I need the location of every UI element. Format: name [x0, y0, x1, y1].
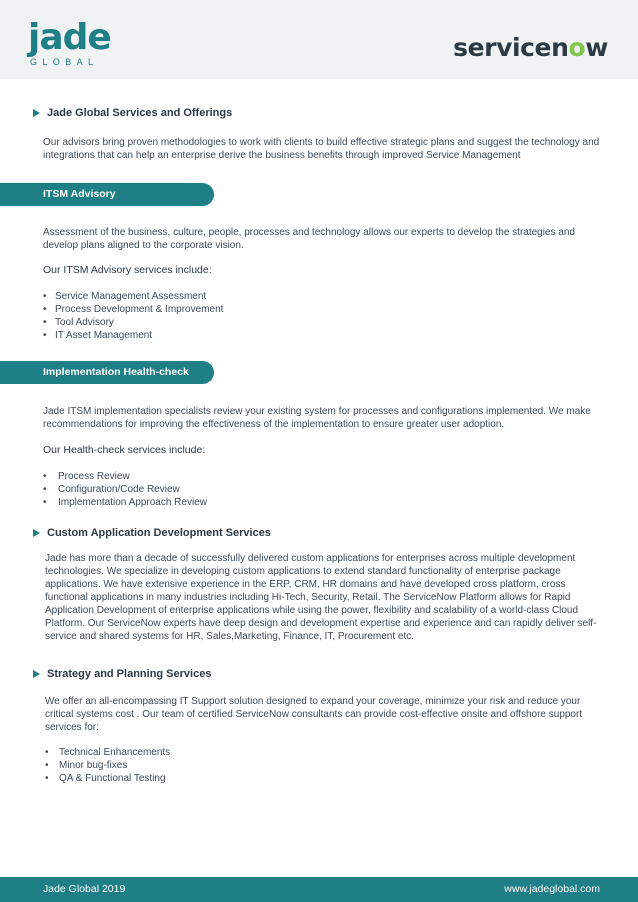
health-paragraph: Jade ITSM implementation specialists review your existing system for processes and configurations implemented. We make recommendations for improving the effectiveness of the implementation to ensure greater user adoption. — [43, 406, 591, 430]
list-item-text: Implementation Approach Review — [58, 497, 207, 508]
triangle-arrow-icon — [33, 109, 40, 117]
page-header — [0, 0, 638, 79]
list-item-text: Tool Advisory — [55, 317, 114, 328]
bullet-icon: • — [43, 304, 47, 315]
bullet-icon: • — [45, 773, 49, 784]
servicenow-logo-post: w — [585, 33, 608, 62]
list-item-text: Process Review — [58, 471, 130, 482]
section-heading-strategy — [33, 668, 211, 680]
custom-paragraph: Jade has more than a decade of successfully delivered custom applications for enterprises across multiple development technologies. We specialize in developing custom applications to extend standard functionality of enterprise package applications. We have extensive experience in the ERP, CRM, HR domains and have developed cross platform, cross functional applications in many industries including Hi-Tech, Security, Retail. The ServiceNow Platform allows for Rapid Application Development of enterprise applications while using the power, flexibility and scalability of a world-class Cloud Platform. Our ServiceNow experts have deep design and development expertise and experience and can rapidly deliver self-service and shared systems for HR, Sales,Marketing, Finance, IT, Procurement etc. — [45, 553, 597, 642]
section-heading-intro — [33, 107, 232, 119]
list-item — [43, 303, 223, 316]
list-item-text: Configuration/Code Review — [58, 484, 180, 495]
list-item — [45, 759, 170, 772]
list-item — [43, 290, 223, 303]
servicenow-logo-pre: servicen — [453, 33, 569, 62]
strategy-paragraph: We offer an all-encompassing IT Support solution designed to expand your coverage, minimize your risk and reduce your critical systems cost . Our team of certified ServiceNow consultants can provide cost-effective onsite and offshore support services for: — [45, 696, 583, 733]
health-subhead: Our Health-check services include: — [43, 444, 206, 456]
jade-logo-sub: GLOBAL — [30, 57, 99, 67]
page-footer — [0, 877, 638, 902]
bullet-icon: • — [43, 497, 47, 508]
itsm-paragraph: Assessment of the business, culture, people, processes and technology allows our experts to develop the strategies and develop plans aligned to the corporate vision. — [43, 227, 575, 251]
list-item — [45, 746, 170, 759]
itsm-subhead: Our ITSM Advisory services include: — [43, 264, 212, 276]
intro-paragraph: Our advisors bring proven methodologies to work with clients to build effective strategic plans and suggest the technology and integrations that can help an enterprise derive the business benefits through improved Service Management — [43, 137, 600, 161]
section-heading-custom — [33, 527, 271, 539]
section-heading-strategy-text: Strategy and Planning Services — [47, 668, 212, 680]
list-item — [43, 496, 207, 509]
bullet-icon: • — [43, 330, 47, 341]
servicenow-logo-o: o — [568, 33, 586, 62]
list-item-text: Technical Enhancements — [59, 747, 171, 758]
list-item-text: Minor bug-fixes — [59, 760, 128, 771]
bullet-icon: • — [43, 471, 47, 482]
bullet-icon: • — [43, 317, 47, 328]
itsm-service-list — [43, 290, 223, 342]
bullet-icon: • — [45, 760, 49, 771]
bullet-icon: • — [43, 291, 47, 302]
health-service-list — [43, 470, 207, 509]
itsm-advisory-banner: ITSM Advisory — [0, 183, 214, 206]
jade-global-logo[interactable] — [28, 17, 128, 72]
footer-website-link[interactable]: www.jadeglobal.com — [504, 883, 600, 895]
list-item-text: IT Asset Management — [55, 330, 153, 341]
triangle-arrow-icon — [33, 670, 40, 678]
servicenow-logo[interactable] — [453, 33, 608, 63]
section-heading-custom-text: Custom Application Development Services — [47, 527, 271, 539]
bullet-icon: • — [43, 484, 47, 495]
strategy-service-list — [45, 746, 170, 785]
health-check-banner: Implementation Health-check — [0, 361, 214, 384]
list-item — [43, 483, 207, 496]
list-item-text: Service Management Assessment — [55, 291, 207, 302]
list-item — [43, 470, 207, 483]
list-item-text: Process Development & Improvement — [55, 304, 224, 315]
triangle-arrow-icon — [33, 529, 40, 537]
section-heading-intro-text: Jade Global Services and Offerings — [47, 107, 233, 119]
footer-copyright: Jade Global 2019 — [43, 883, 126, 895]
bullet-icon: • — [45, 747, 49, 758]
list-item — [43, 316, 223, 329]
list-item — [45, 772, 170, 785]
list-item-text: QA & Functional Testing — [59, 773, 166, 784]
list-item — [43, 329, 223, 342]
jade-logo-word: jade — [28, 17, 111, 58]
